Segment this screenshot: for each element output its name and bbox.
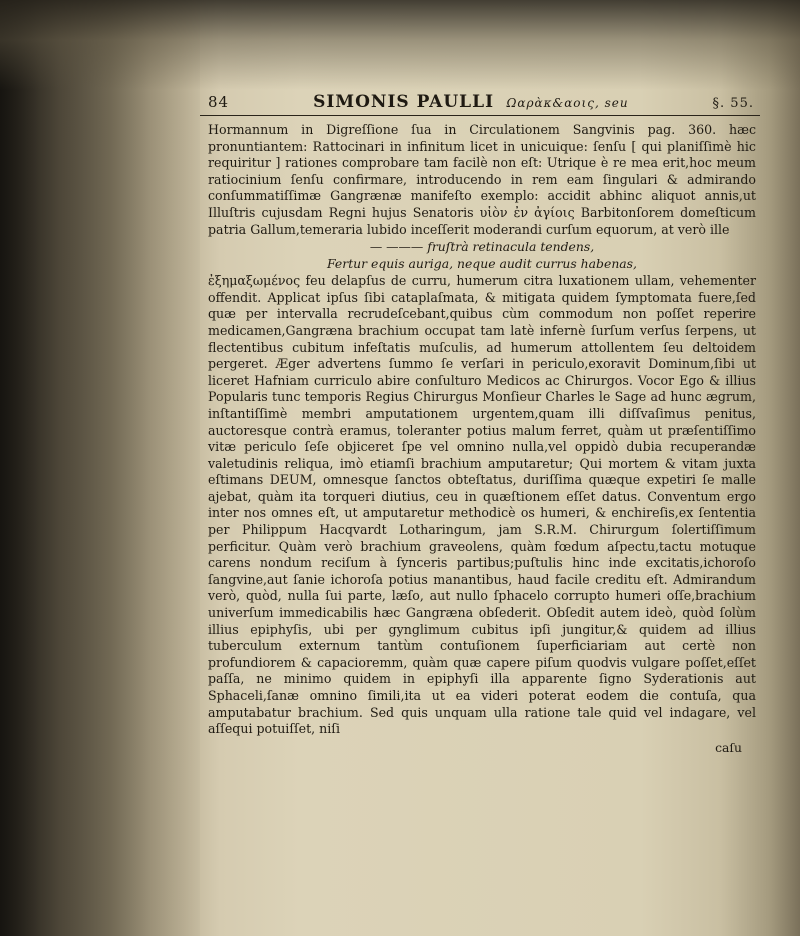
verse-line-2: Fertur equis auriga, neque audit currus habenas, [327,256,637,272]
running-head [200,92,760,116]
paragraph-1: Hormannum in Digreſſione ſua in Circulationem Sangvinis pag. 360. hæc pronuntiantem: Rattocinari in infinitum licet in unicuique: ſenſu [ qui planiſſimè hic requiritur ] rationes comprobare tam facilè non eſt: Utrique è re mea erit,hoc meum ratiocinium ſenſu confirmare, introducendo in rem eam ſingulari & admirando conſummatiſſimæ Gangrænæ manifeſto exemplo: accidit abhinc aliquot annis,ut Illuſtris cujusdam Regni hujus Senatoris υἱὸν ἐν ἀγίοις Barbitonſorem domeſticum patria Gallum,temeraria lubido inceſſerit moderandi curſum equorum, at verò ille [208,122,756,237]
verse-line-1: — ——— fruſtrà retinacula tendens, [369,239,595,255]
catchword: caſu [715,739,742,755]
running-title: SIMONIS PAULLI [313,92,495,112]
top-edge-shadow [0,0,800,90]
running-greek: Ωαρὰκ&αοις, seu [506,96,629,110]
book-page [200,92,760,936]
body-text [200,122,760,756]
book-gutter-shadow [0,0,200,936]
page-number: 84 [208,93,230,111]
paragraph-2: ἐξημαξωμένος feu delapſus de curru, humerum citra luxationem ullam, vehementer offendit. Applicat ipſus ſibi cataplaſmata, & mitigata quidem ſymptomata fuere,ſed quæ per intervalla recrudeſcebant,quibus cùm commodum non poſſet reperire medicamen,Gangræna brachium occupat tam latè infernè ſurſum verſus ſerpens, ut flectentibus cubitum infeſtatis muſculis, ad humerum attollentem ſeu deltoidem pergeret. Æger advertens ſummo ſe verſari in periculo,exoravit Dominum,ſibi ut liceret Hafniam curriculo abire conſulturo Medicos ac Chirurgos. Vocor Ego & illius Popularis tunc temporis Regius Chirurgus Monſieur Charles le Sage ad hunc ægrum, inſtantiſſimè membri amputationem urgentem,quam illi diſſvaſimus penitus, auctoresque contrà eramus, toleranter potius malum ferret, quàm ut præſentiſſimo vitæ periculo ſeſe objiceret ſpe vel omnino nulla,vel oppidò dubia recuperandæ valetudinis reliqua, imò etiamſi brachium amputaretur; Qui mortem & vitam juxta eſtimans DEUM, omnesque ſanctos obteſtatus, duriſſima quæque expetiri ſe malle ajebat, quàm ita torqueri diutius, ceu in quæſtionem eſſet datus. Conventum ergo inter nos omnes eſt, ut amputaretur methodicè os humeri, & enchireſis,ex ſententia per Philippum Hacqvardt Lotharingum, jam S.R.M. Chirurgum ſolertiſſimum perficitur. Quàm verò brachium graveolens, quàm fœdum aſpectu,tactu motuque carens nondum reciſum à ſynceris partibus;puſtulis hinc inde excitatis,ichoroſo ſangvine,aut ſanie ichoroſa potius manantibus, haud facile creditu eſt. Admirandum verò, quòd, nulla ſui parte, læſo, aut nullo ſphacelo corrupto humeri oſſe,brachium univerſum immedicabilis hæc Gangræna obſederit. Obſedit autem ideò, quòd ſolùm illius epiphyſis, ubi per gynglimum cubitus ipſi jungitur,& quidem ad illius tuberculum externum tantùm contuſionem ſuperficiariam aut certè non profundiorem & capacioremm, quàm quæ capere piſum quodvis vulgare poſſet,eſſet paſſa, ne minimo quidem in epiphyſi illa apparente ſigno Syderationis aut Sphaceli,ſanæ omnino ſimili,ita ut ea videri poterat eodem die contuſa, qua amputabatur brachium. Sed quis unquam ulla ratione tale quid vel indagare, vel aſſequi potuiſſet, niſi [208,273,756,737]
section-number: §. 55. [712,96,754,111]
